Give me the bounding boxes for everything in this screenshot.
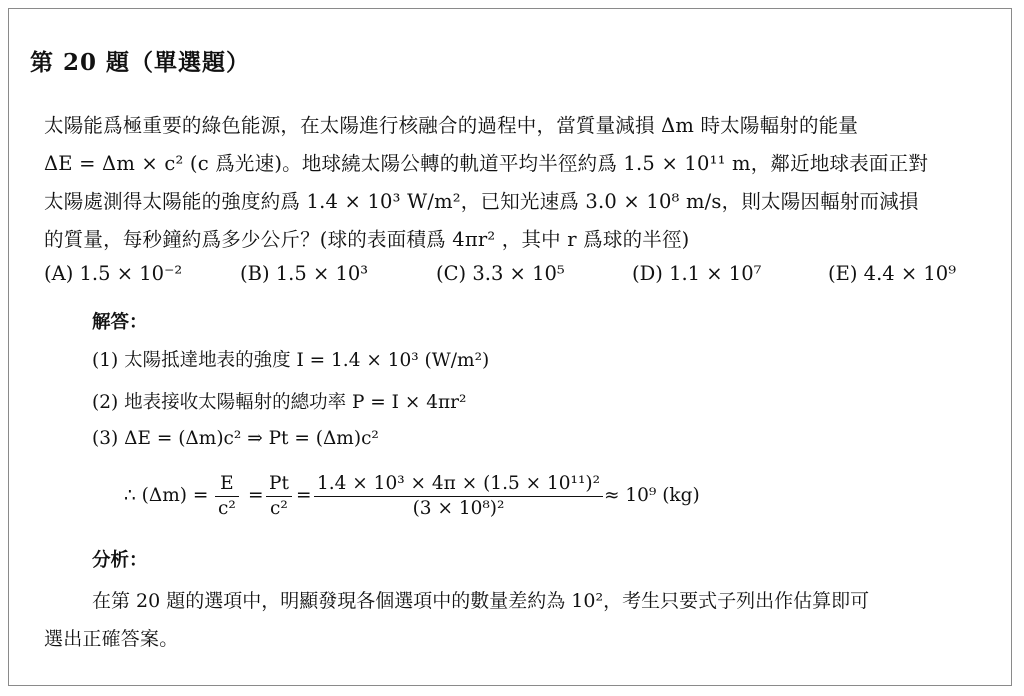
formula-result: ≈ 10⁹ (kg) [604,485,700,506]
formula-equals-1: = [248,485,264,506]
analysis-line-1: 在第 20 題的選項中，明顯發現各個選項中的數量差約為 10²，考生只要式子列出作估算即可 [92,590,870,612]
formula-equals-2: = [296,485,312,506]
question-line-4: 的質量，每秒鐘約爲多少公斤？(球的表面積爲 4πr² ，其中 r 爲球的半徑) [44,228,690,251]
option-d [632,262,761,285]
option-e-label: (E) [828,262,858,285]
option-a-label: (A) [44,262,74,285]
formula-lhs: ∴ (Δm) = [124,485,209,506]
answer-heading: 解答： [92,312,148,333]
answer-step-2: (2) 地表接收太陽輻射的總功率 P = I × 4πr² [92,392,467,413]
option-e-value: 4.4 × 10⁹ [863,262,957,285]
option-c [436,262,565,285]
question-line-2: ΔE = Δm × c² (c 爲光速)。地球繞太陽公轉的軌道平均半徑約爲 1.5 × 10¹¹ m，鄰近地球表面正對 [44,152,929,175]
option-d-value: 1.1 × 10⁷ [669,262,762,285]
fraction-1-denominator: c² [218,498,236,519]
option-b [240,262,368,285]
fraction-pt-over-c2 [266,472,292,521]
question-line-3: 太陽處測得太陽能的強度約爲 1.4 × 10³ W/m²，已知光速爲 3.0 × 10⁸ m/s，則太陽因輻射而減損 [44,190,919,213]
fraction-numeric [314,472,603,521]
fraction-3-denominator: (3 × 10⁸)² [412,498,505,519]
answer-step-1: (1) 太陽抵達地表的強度 I = 1.4 × 10³ (W/m²) [92,350,490,371]
option-c-value: 3.3 × 10⁵ [472,262,565,285]
fraction-e-over-c2 [215,472,239,521]
fraction-2-numerator: Pt [266,472,292,497]
question-line-1: 太陽能爲極重要的綠色能源，在太陽進行核融合的過程中，當質量減損 Δm 時太陽輻射的能量 [44,114,859,137]
option-a-value: 1.5 × 10⁻² [79,262,183,285]
option-e [828,262,956,285]
fraction-3-numerator: 1.4 × 10³ × 4π × (1.5 × 10¹¹)² [314,472,603,497]
option-b-value: 1.5 × 10³ [275,262,369,285]
option-b-label: (B) [240,262,270,285]
answer-step-3: (3) ΔE = (Δm)c² ⇒ Pt = (Δm)c² [92,428,379,449]
fraction-2-denominator: c² [270,498,288,519]
question-title: 第 20 題（單選題） [30,49,251,76]
option-c-label: (C) [436,262,467,285]
option-a [44,262,182,285]
fraction-1-numerator: E [215,472,239,497]
analysis-heading: 分析： [92,550,148,571]
option-d-label: (D) [632,262,663,285]
analysis-line-2: 選出正確答案。 [44,628,179,650]
